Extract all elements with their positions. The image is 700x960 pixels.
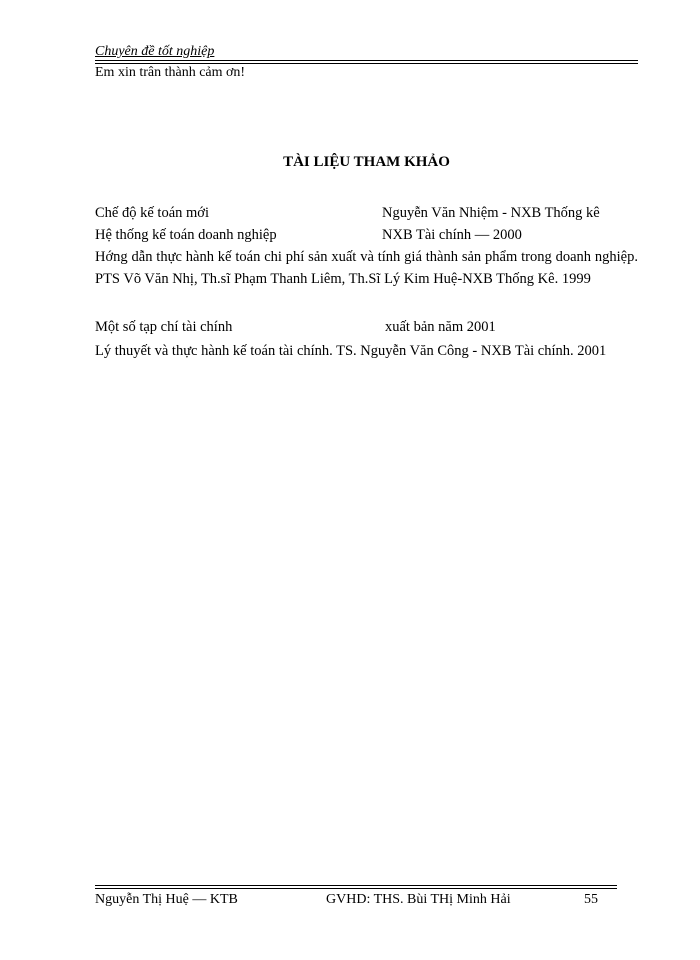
reference-source: xuất bản năm 2001: [385, 319, 496, 335]
reference-item-long: Lý thuyết và thực hành kế toán tài chính. TS. Nguyễn Văn Công - NXB Tài chính. 2001: [95, 343, 607, 359]
references-heading: TÀI LIỆU THAM KHẢO: [283, 154, 450, 170]
reference-item: [95, 224, 522, 246]
footer-author: Nguyễn Thị Huệ — KTB: [95, 892, 238, 907]
reference-item: [95, 202, 600, 224]
page-number: 55: [584, 892, 598, 907]
reference-item: [95, 316, 496, 338]
thanks-line: Em xin trân thành cảm ơn!: [95, 65, 246, 80]
header-title: Chuyên đề tốt nghiệp: [95, 44, 215, 59]
reference-source: Nguyễn Văn Nhiệm - NXB Thống kê: [382, 205, 600, 221]
reference-title: Một số tạp chí tài chính: [95, 319, 233, 335]
reference-title: Hệ thống kế toán doanh nghiệp: [95, 227, 277, 243]
footer-rule-bottom: [95, 888, 617, 889]
footer-rule-top: [95, 885, 617, 886]
footer-advisor: GVHD: THS. Bùi THị Minh Hải: [326, 892, 511, 907]
reference-source: NXB Tài chính — 2000: [382, 227, 522, 243]
reference-title: Chế độ kế toán mới: [95, 205, 209, 221]
reference-item-long: Hớng dẫn thực hành kế toán chi phí sản xuất và tính giá thành sản phẩm trong doanh nghiệp. PTS Võ Văn Nhị, Th.sĩ Phạm Thanh Liêm, Th.Sĩ Lý Kim Huệ-NXB Thống Kê. 1999: [95, 249, 638, 287]
header-rule-top: [95, 60, 638, 61]
